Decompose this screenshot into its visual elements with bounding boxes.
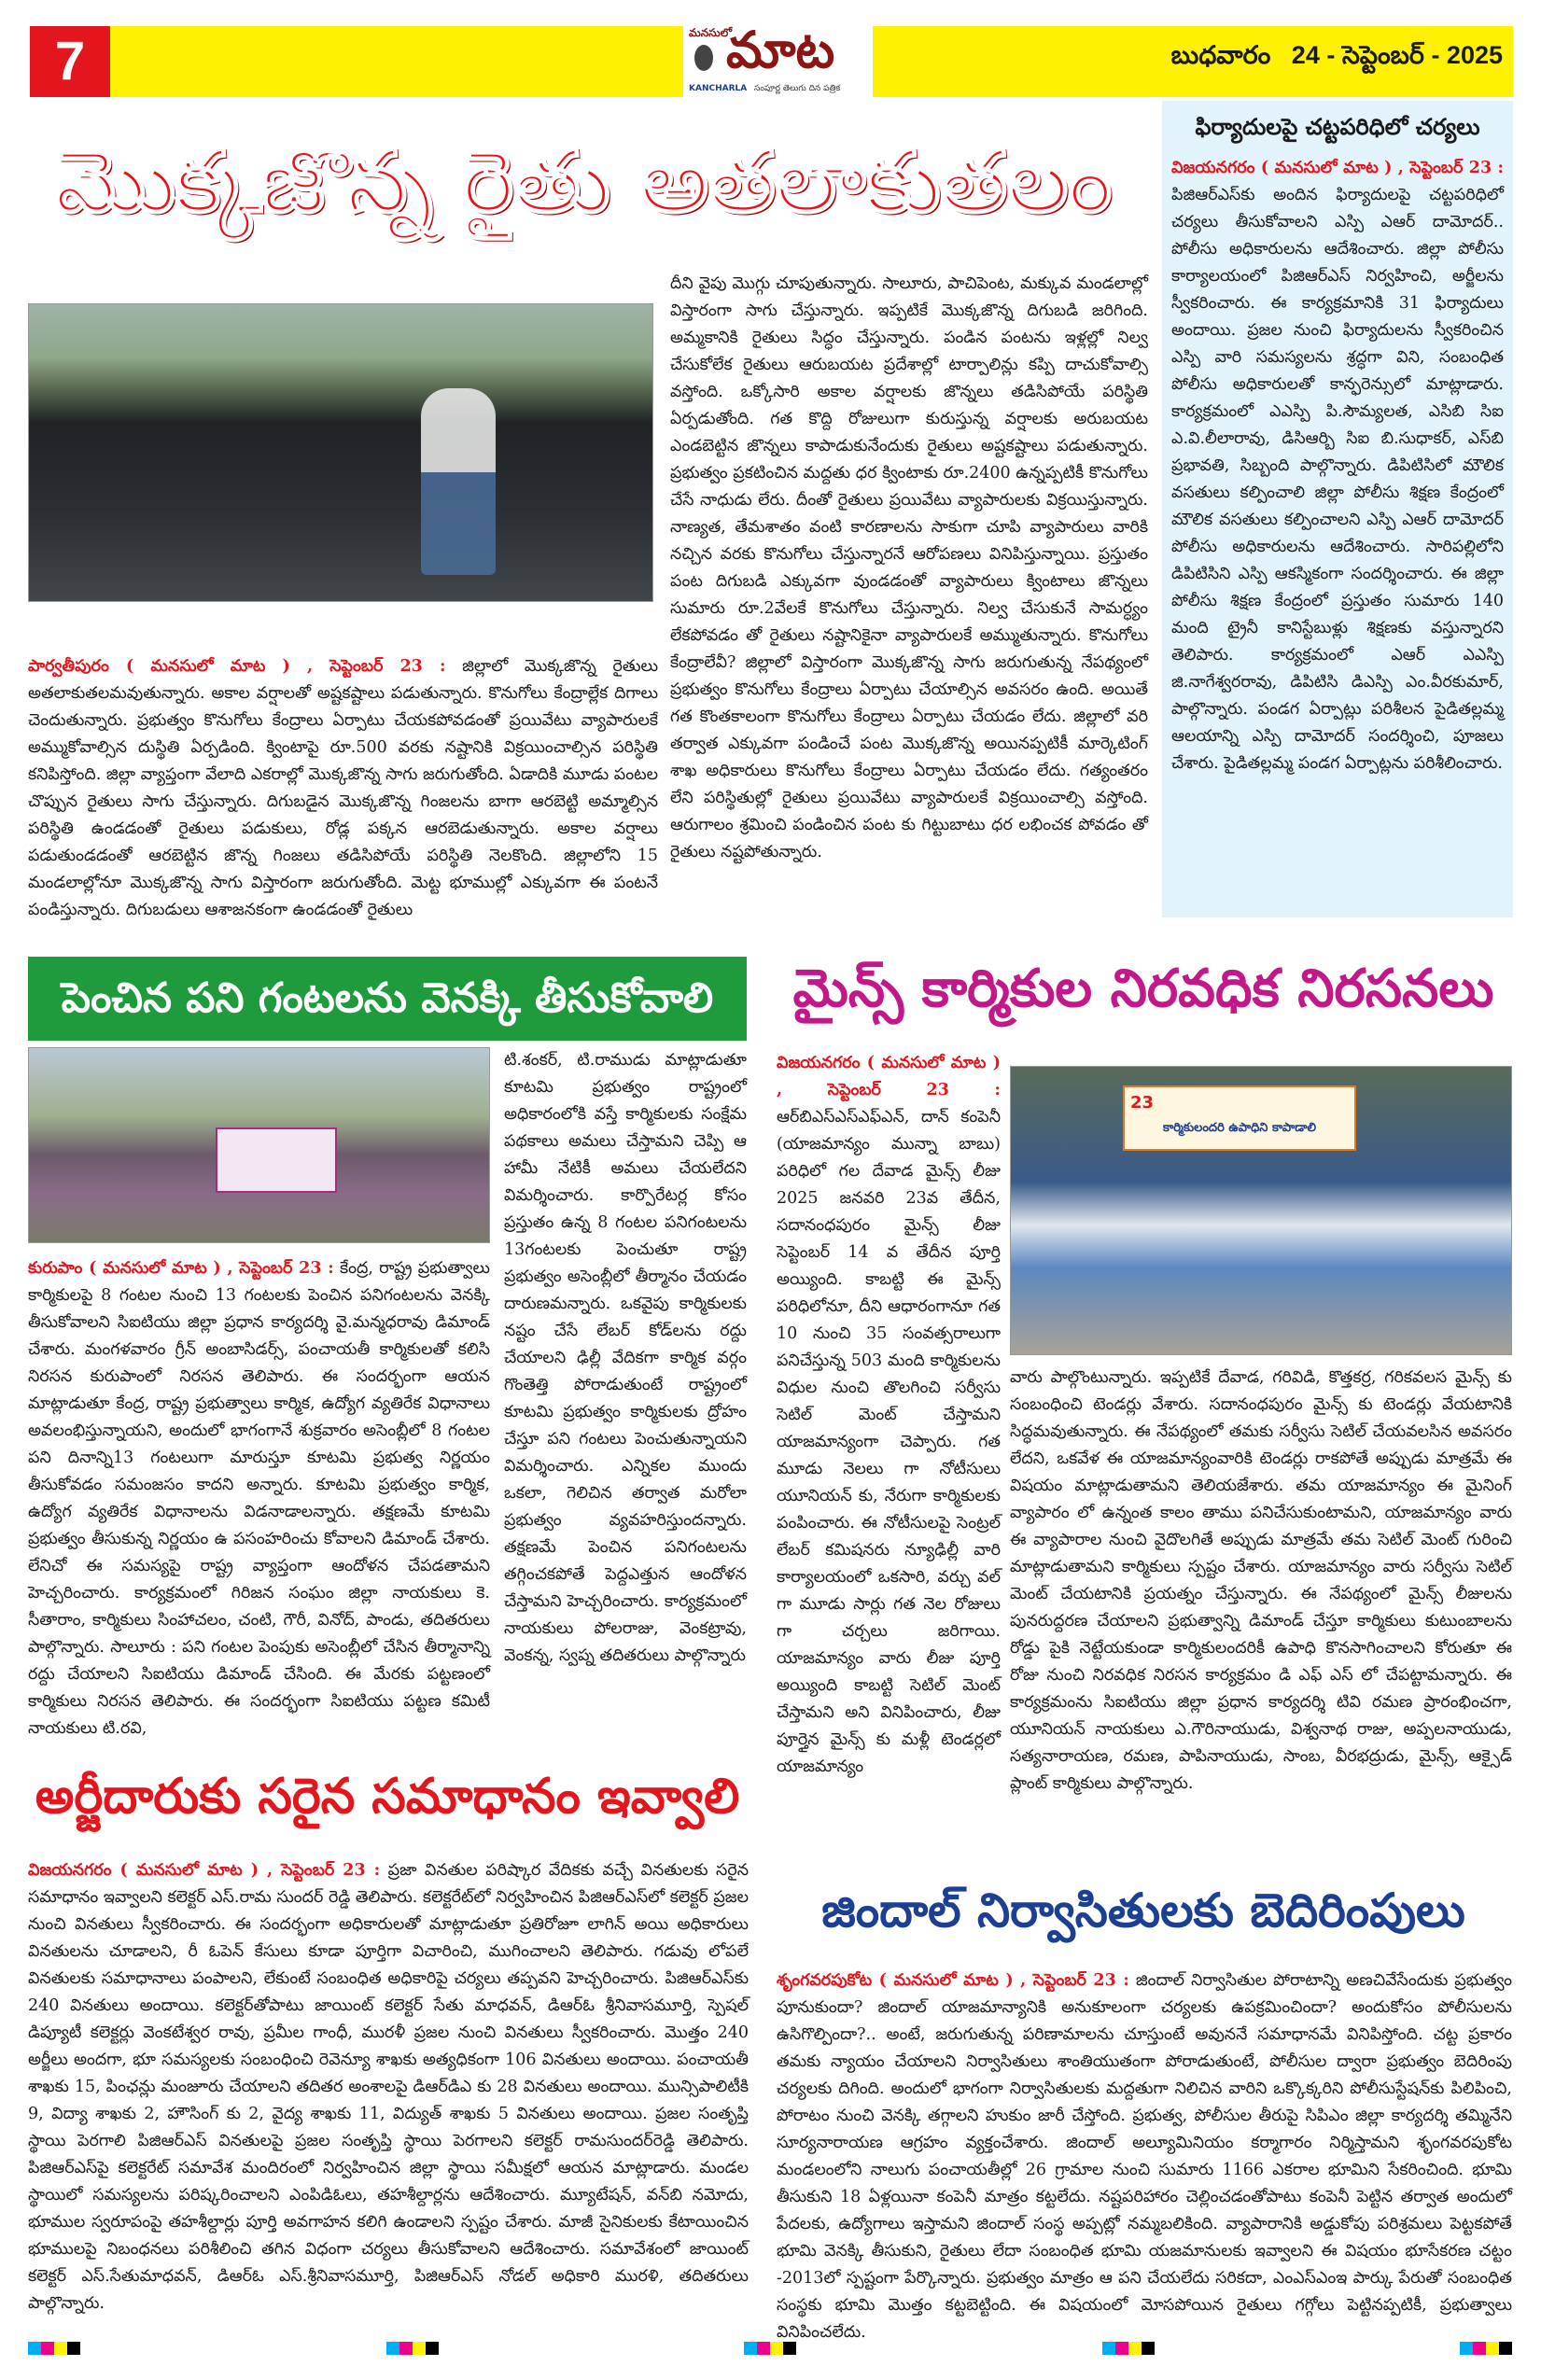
article3-dateline: విజయనగరం ( మనసులో మాట ) , సెప్టెంబర్ 23 : — [777, 1054, 1001, 1099]
logo-portrait-icon — [694, 45, 713, 71]
article2-dateline: కురుపాం ( మనసులో మాట ) , సెప్టెంబర్ 23 : — [28, 1259, 334, 1278]
article2-body-left — [28, 1255, 490, 1745]
sidebar-dateline: విజయనగరం ( మనసులో మాట ) , సెప్టెంబర్ 23 : — [1171, 159, 1504, 177]
article1-body-right: దీని వైపు మొగ్గు చూపుతున్నారు. సాలూరు, పాచిపెంట, మక్కువ మండలాల్లో విస్తారంగా సాగు చేస్తున్నారు. ఇప్పటికే మొక్కజొన్న దిగుబడి జరిగింది. అమ్మకానికి రైతులు సిద్ధం చేస్తున్నారు. పండిన పంటను ఇళ్లల్లో నిల్వ చేసుకోలేక రైతులు ఆరుబయట ప్రదేశాల్లో టార్పాలిన్లు కప్పి దాచుకోవాల్సి వస్తోంది. ఒక్కోసారి అకాల వర్షాలకు జొన్నలు తడిసిపోయే పరిస్థితి ఏర్పడుతోంది. గత కొద్ది రోజులుగా కురుస్తున్న వర్షాలకు అరుబయట ఎండబెట్టిన జొన్నలు కాపాడుకునేందుకు రైతులు అష్టకష్టాలు పడుతున్నారు. ప్రభుత్వం ప్రకటించిన మద్దతు ధర క్వింటాకు రూ.2400 ఉన్నప్పటికీ కొనుగోలు చేసే నాధుడు లేరు. దీంతో రైతులు ప్రయివేటు వ్యాపారులకు విక్రయిస్తున్నారు. నాణ్యత, తేమశాతం వంటి కారణాలను సాకుగా చూపి వ్యాపారులు వారికి నచ్చిన వరకు కొనుగోలు చేస్తున్నారనే ఆరోపణలు వినిపిస్తున్నాయి. ప్రస్తుతం పంట దిగుబడి ఎక్కువగా వుండడంతో వ్యాపారులు క్వింటాలు జొన్నలు సుమారు రూ.2వేలకే కొనుగోలు చేస్తున్నారు. నిల్వ చేసుకునే సామర్ధ్యం లేకపోవడం తో రైతులు నష్టానికైనా వ్యాపారులకే అమ్ముతున్నారు. కొనుగోలు కేంద్రాలేవీ? జిల్లాలో విస్తారంగా మొక్కజొన్న సాగు జరుగుతున్న నేపథ్యంలో ప్రభుత్వం కొనుగోలు కేంద్రాలు ఏర్పాటు చేయాల్సిన అవసరం ఉంది. అయితే గత కొంతకాలంగా కొనుగోలు కేంద్రాలు ఏర్పాటు చేయడం లేదు. జిల్లాలో వరి తర్వాత ఎక్కువగా పండించే పంట మొక్కజొన్న అయినప్పటికీ మార్కెటింగ్ శాఖ అధికారులు కొనుగోలు కేంద్రాలు ఏర్పాటు చేయడం లేదు. గత్యంతరం లేని పరిస్థితుల్లో రైతులు ప్రయివేటు వ్యాపారులకే విక్రయించాల్సి వస్తోంది. ఆరుగాలం శ్రమించి పండించిన పంట కు గిట్టుబాటు ధర లభించక పోవడం తో రైతులు నష్టపోతున్నారు. — [670, 274, 1148, 861]
logo-sub: KANCHARLA — [689, 84, 748, 93]
article1-dateline: పార్వతీపురం ( మనసులో మాట ) , సెప్టెంబర్ 23 : — [28, 657, 446, 676]
masthead-bar-left — [30, 26, 683, 97]
article3-text-left: ఆర్‌బిఎస్‌ఎస్‌ఎఫ్‌ఎన్, దాన్ కంపెనీ (యాజమాన్యం మున్నా బాబు) పరిధిలో గల దేవాడ మైన్స్ లీజు 2025 జనవరి 23వ తేదీన, సదానంధపురం మైన్స్ లీజు సెప్టెంబర్ 14 వ తేదీన పూర్తి అయ్యింది. కాబట్టి ఈ మైన్స్ పరిధిలోనూ, దీని ఆధారంగానూ గత 10 నుంచి 35 సంవత్సరాలుగా పనిచేస్తున్న 503 మంది కార్మికులను విధుల నుంచి తొలగించి సర్వీసు సెటిల్ మెంట్ చేస్తామని యాజమాన్యంగా చెప్పారు. గత మూడు నెలలు గా నోటీసులు యూనియన్ కు, నేరుగా కార్మికులకు పంపించారు. ఈ నోటీసులపై సెంట్రల్ లేబర్ కమిషనరు న్యూఢిల్లీ వారి కార్యాలయంలో ఒకసారి, వర్చు వల్ గా మూడు సార్లు గత నెల రోజులు గా చర్చలు జరిగాయి. యాజమాన్యం వారు లీజు పూర్తి అయ్యింది కాబట్టి సెటిల్ మెంట్ చేస్తామని అని వినిపించారు, లీజు పూర్తైన మైన్స్ కు మళ్లీ టెండర్లలో యాజమాన్యం — [777, 1108, 1001, 1776]
article4-body — [28, 1857, 749, 2329]
article1-headline: మొక్కజొన్న రైతు అతలాకుతలం — [54, 132, 1113, 231]
logo-small: మనసులో — [689, 26, 733, 39]
photo-banner — [1123, 1085, 1356, 1151]
issue-date: బుధవారం 24 - సెప్టెంబర్ - 2025 — [1170, 41, 1503, 69]
sidebar-headline: ఫిర్యాదులపై చట్టపరిధిలో చర్యలు — [1195, 114, 1480, 140]
sidebar-body — [1171, 155, 1504, 902]
registration-mark — [1102, 2341, 1155, 2359]
photo-banner-text: కార్మికులందరి ఉపాధిని కాపాడాలి — [1162, 1121, 1317, 1135]
article4-text: ప్రజా వినతుల పరిష్కార వేదికకు వచ్చే వినతులకు సరైన సమాధానం ఇవ్వాలని కలెక్టర్ ఎస్.రామ సుందర్ రెడ్డి తెలిపారు. కలెక్టరేట్‌లో నిర్వహించిన పిజిఆర్ఎస్‌లో కలెక్టర్ ప్రజల నుంచి వినతులు స్వీకరించారు. ఈ సందర్భంగా అధికారులతో మాట్లాడుతూ ప్రతిరోజూ లాగిన్ అయి అధికారులు వినతులను చూడాలని, రీ ఓపెన్ కేసులు కూడా పూర్తిగా విచారించి, ముగించాలని తెలిపారు. గడువు లోపలే వినతులకు సమాధానాలు పంపాలని, లేకుంటే సంబంధిత అధికారిపై చర్యలు తప్పవని హెచ్చరించారు. పిజిఆర్ఎస్‌కు 240 వినతులు అందాయి. కలెక్టర్‌తోపాటు జాయింట్ కలెక్టర్ సేతు మాధవన్, డిఆర్ఓ శ్రీనివాసమూర్తి, స్పెషల్ డిప్యూటీ కలెక్టర్లు వెంకటేశ్వర రావు, ప్రమీల గాంధీ, మురళీ ప్రజల నుంచి వినతులు స్వీకరించారు. మొత్తం 240 అర్జీలు అందగా, భూ సమస్యలకు సంబంధించి రెవెన్యూ శాఖకు అత్యధికంగా 106 వినతులు అందాయి. పంచాయతీ శాఖకు 15, పింఛన్లు మంజూరు చేయాలని తదితర అంశాలపై డిఆర్‌డిఎ కు 28 వినతులు అందాయి. మున్సిపాలిటీకి 9, విద్యా శాఖకు 2, హౌసింగ్ కు 2, వైద్య శాఖకు 11, విద్యుత్ శాఖకు 5 వినతులు అందాయి. ప్రజల సంతృప్తి స్థాయి పెరగాలి పిజిఆర్ఎస్ వినతులపై ప్రజల సంతృప్తి స్థాయి పెరగాలని కలెక్టర్ రామసుందర్‌రెడ్డి తెలిపారు. పిజిఆర్ఎస్‌పై కలెక్టరేట్ సమావేశ మందిరంలో నిర్వహించిన జిల్లా స్థాయి సమీక్షలో ఆయన మాట్లాడారు. మండల స్థాయిలో సమస్యలను పరిష్కరించాలని ఎంపిడిఓలు, తహశీల్దార్లను ఆదేశించారు. మ్యూటేషన్, వన్‌బి నమోదు, భూముల స్వరూపంపై తహశీల్దార్లు పూర్తి అవగాహన కలిగి ఉండాలని స్పష్టం చేశారు. మాజీ సైనికులకు కేటాయించిన భూములపై నిబంధనలు పరిశీలించి తగిన విధంగా చర్యలు తీసుకోవాలని ఆదేశించారు. సమావేశంలో జాయింట్ కలెక్టర్ ఎస్.సేతుమాధవన్, డిఆర్ఓ ఎస్.శ్రీనివాసమూర్తి, పిజిఆర్ఎస్ నోడల్ అధికారి మురళి, తదితరులు పాల్గొన్నారు. — [28, 1861, 749, 2313]
page-number: 7 — [30, 26, 110, 97]
logo-tagline: సంపూర్ణ తెలుగు దిన పత్రిక — [754, 84, 841, 93]
article2-body-right: టి.శంకర్, టి.రాముడు మాట్లాడుతూ కూటమి ప్రభుత్వం రాష్ట్రంలో అధికారంలోకి వస్తే కార్మికులకు సంక్షేమ పథకాలు అమలు చేస్తామని చెప్పి ఆ హామీ నేటికీ అమలు చేయలేదని విమర్శించారు. కార్పొరేటర్ల కోసం ప్రస్తుతం ఉన్న 8 గంటల పనిగంటలను 13గంటలకు పెంచుతూ రాష్ట్ర ప్రభుత్వం అసెంబ్లీలో తీర్మానం చేయడం దారుణమన్నారు. ఒకవైపు కార్మికులకు నష్టం చేసే లేబర్ కోడ్‌లను రద్దు చేయాలని ఢిల్లీ వేదికగా కార్మిక వర్గం గొంతెత్తి పోరాడుతుంటే రాష్ట్రంలో కూటమి ప్రభుత్వం కార్మికులకు ద్రోహం చేస్తూ పని గంటలు పెంచుతున్నాయని విమర్శించారు. ఎన్నికల ముందు ఒకలా, గెలిచిన తర్వాత మరోలా ప్రభుత్వం వ్యవహరిస్తుందన్నారు. తక్షణమే పెంచిన పనిగంటలను తగ్గించకపోతే పెద్దఎత్తున ఆందోళన చేస్తామని హెచ్చరించారు. కార్యక్రమంలో నాయకులు పోలరాజు, వెంకట్రావు, వెంకన్న, స్వప్న తదితరులు పాల్గొన్నారు — [504, 1051, 747, 1665]
sidebar-text: పిజిఆర్ఎస్‌కు అందిన ఫిర్యాదులపై చట్టపరిధిలో చర్యలు తీసుకోవాలని ఎస్పి ఎఆర్ దామోదర్.. పోలీసు అధికారులను ఆదేశించారు. జిల్లా పోలీసు కార్యాలయంలో పిజిఆర్ఎస్ నిర్వహించి, అర్జీలను స్వీకరించారు. ఈ కార్యక్రమానికి 31 ఫిర్యాదులు అందాయి. ప్రజల నుంచి ఫిర్యాదులను స్వీకరించిన ఎస్పి వారి సమస్యలను శ్రద్ధగా విని, సంబంధిత పోలీసు అధికారులతో కాన్ఫరెన్సులో మాట్లాడారు. కార్యక్రమంలో ఎఎస్పి పి.సౌమ్యలత, ఎసిబి సిఐ ఎ.వి.లీలారావు, డిసిఆర్బి సిఐ బి.సుధాకర్, ఎస్‌బి ప్రభావతి, సిబ్బంది పాల్గొన్నారు. డిపిటిసిలో మౌలిక వసతులు కల్పించాలి జిల్లా పోలీసు శిక్షణ కేంద్రంలో మౌలిక వసతులు కల్పించాలని ఎస్పి ఎఆర్ దామోదర్ పోలీసు అధికారులను ఆదేశించారు. సారిపల్లిలోని డిపిటిసిని ఎస్పి ఆకస్మికంగా సందర్శించారు. ఈ జిల్లా పోలీసు శిక్షణ కేంద్రంలో ప్రస్తుతం సుమారు 140 మంది ట్రైనీ కానిస్టేబుళ్లు శిక్షణకు వస్తున్నారని తెలిపారు. కార్యక్రమంలో ఎఆర్ ఎఎస్పి జి.నాగేశ్వరరావు, డిపిటిసి డిఎస్పి ఎం.వీరకుమార్, పాల్గొన్నారు. పండగ ఏర్పాట్లు పరిశీలన పైడితల్లమ్మ ఆలయాన్ని ఎస్పి దామోదర్ సందర్శించి, పూజలు చేశారు. పైడితల్లమ్మ పండగ ఏర్పాట్లను పరిశీలించారు. — [1171, 186, 1504, 773]
article1-text-left: జిల్లాలో మొక్కజొన్న రైతులు అతలాకుతలమవుతున్నారు. అకాల వర్షాలతో అష్టకష్టాలు పడుతున్నారు. కొనుగోలు కేంద్రాల్లేక దిగాలు చెందుతున్నారు. ప్రభుత్వం కొనుగోలు కేంద్రాలు ఏర్పాటు చేయకపోవడంతో ప్రయివేటు వ్యాపారులకే అమ్ముకోవాల్సిన దుస్థితి ఏర్పడింది. క్వింటాపై రూ.500 వరకు నష్టానికి విక్రయించాల్సిన పరిస్థితి కనిపిస్తోంది. జిల్లా వ్యాప్తంగా వేలాది ఎకరాల్లో మొక్కజొన్న సాగు జరుగుతోంది. ఏడాదికి మూడు పంటల చొప్పున రైతులు సాగు చేస్తున్నారు. దిగుబడైన మొక్కజొన్న గింజలను బాగా ఆరబెట్టి అమ్మాల్సిన పరిస్థితి ఉండడంతో రైతులు పడుకులు, రోడ్ల పక్కన ఆరబెడుతున్నారు. అకాల వర్షాలు పడుతుండడంతో ఆరబెట్టిన జొన్న గింజలు తడిసిపోయే పరిస్థితి నెలకొంది. జిల్లాలోని 15 మండలాల్లోనూ మొక్కజొన్న సాగు విస్తారంగా జరుగుతోంది. మెట్ట భూముల్లో ఎక్కువగా ఈ పంటనే పండిస్తున్నారు. దిగుబడులు ఆశాజనకంగా ఉండడంతో రైతులు — [28, 657, 658, 919]
article3-body-right: వారు పాల్గొంటున్నారు. ఇప్పటికే దేవాడ, గరివిడి, కొత్తకర్ర, గరికవలస మైన్స్ కు సంబంధించి టెండర్లు వేశారు. సదానంధపురం మైన్స్ కు టెండర్లు వేయటానికి సిద్ధమవుతున్నారు. ఈ నేపథ్యంలో తమకు సర్వీసు సెటిల్ చేయవలసిన అవసరం లేదని, ఒకవేళ ఈ యాజమాన్యంవారికి టెండర్లు రాకపోతే అప్పుడు మాత్రమే ఈ విషయం మాట్లాడుతామని తెలియజేశారు. తమ యాజమాన్యం ఈ మైనింగ్ వ్యాపారం లో ఉన్నంత కాలం తాము పనిచేసుకుంటామని, యాజమాన్యం వారు ఈ వ్యాపారాల నుంచి వైదొలగితే అప్పుడు మాత్రమే తమ సెటిల్ మెంట్ గురించి మాట్లాడుతామని కార్మికులు స్పష్టం చేశారు. యాజమాన్యం వారు సర్వీసు సెటిల్ మెంట్ చేయటానికి ప్రయత్నం చేస్తున్నారు. ఈ నేపథ్యంలో మైన్స్ లీజులను పునరుద్దరణ చేయాలని ప్రభుత్వాన్ని డిమాండ్ చేస్తూ కార్మికులు కుటుంబాలను రోడ్డు పైకి నెట్టేయకుండా కార్మికులందరికీ ఉపాధి కొనసాగించాలని కోరుతూ ఈ రోజు నుంచి నిరవధిక నిరసన కార్యక్రమం డి ఎఫ్ ఎస్ లో చేపట్టామన్నారు. ఈ కార్యక్రమంను సిఐటియు జిల్లా ప్రధాన కార్యదర్శి టివి రమణ ప్రారంభించగా, యూనియన్ నాయకులు ఎ.గౌరినాయుడు, విశ్వనాథ రాజు, అప్పలనాయుడు, సత్యనారాయణ, రమణ, పాపినాయుడు, సాంబ, వీరభద్రుడు, మైన్స్, ఆక్సైడ్ ప్లాంట్ కార్మికులు పాల్గొన్నారు. — [1010, 1368, 1512, 1793]
article3-body-left — [777, 1050, 1001, 1839]
protest-banner — [216, 1127, 337, 1193]
registration-mark — [28, 2341, 80, 2359]
article4-headline: అర్జీదారుకు సరైన సమాధానం ఇవ్వాలి — [35, 1769, 740, 1825]
logo — [689, 21, 870, 99]
registration-mark — [744, 2341, 796, 2359]
article2-photo-protest — [28, 1047, 490, 1243]
article3-photo-mine-workers — [1010, 1066, 1512, 1355]
article1-photo-farmer-tarpaulin — [28, 303, 653, 602]
article5-headline: జిందాల్ నిర్వాసితులకు బెదిరింపులు — [821, 1883, 1465, 1938]
photo-banner-day: 23 — [1130, 1093, 1155, 1113]
article5-body — [777, 1967, 1512, 2342]
article5-text: జిందాల్ నిర్వాసితుల పోరాటాన్ని అణచివేసేందుకు ప్రభుత్వం పూనుకుందా? జిందాల్ యాజమాన్యానికి అనుకూలంగా చర్యలకు ఉపక్రమించిందా? అందుకోసం పోలీసులను ఉసిగొల్పిందా?.. అంటే, జరుగుతున్న పరిణామాలను చూస్తుంటే అవుననే సమాధానమే వినిపిస్తోంది. చట్ట ప్రకారం తమకు న్యాయం చేయాలని నిర్వాసితులు శాంతియుతంగా పోరాడుతుంటే, పోలీసుల ద్వారా ప్రభుత్వం బెదిరింపు చర్యలకు దిగింది. అందులో భాగంగా నిర్వాసితులకు మద్దతుగా నిలిచిన వారిని ఒక్కొక్కరిని పోలీసుస్టేషన్‌కు పిలిపించి, పోరాటం నుంచి వెనక్కి తగ్గాలని హుకుం జారీ చేస్తోంది. ప్రభుత్వ, పోలీసుల తీరుపై సిపిఎం జిల్లా కార్యదర్శి తమ్మినేని సూర్యనారాయణ ఆగ్రహం వ్యక్తంచేశారు. జిందాల్ అల్యూమినియం కర్మాగారం నిర్మిస్తామని శృంగవరపుకోట మండలంలోని నాలుగు పంచాయతీల్లో 26 గ్రామాల నుంచి సుమారు 1166 ఎకరాల భూమిని సేకరించింది. భూమి తీసుకుని 18 ఏళ్లయినా కంపెనీ మాత్రం కట్టలేదు. నష్టపరిహారం చెల్లించడంతోపాటు కంపెనీ పెట్టిన తర్వాత అందులో పేదలకు, ఉద్యోగాలు ఇస్తామని జిందాల్ సంస్థ అప్పట్లో నమ్మబలికింది. వ్యాపారానికి అడ్డుకోపు పరిశ్రమలు పెట్టకపోతే భూమి వెనక్కి తీసుకుని, రైతులు లేదా సంబంధిత భూమి యజమానులకు ఇవ్వాలని ఈ విషయం భూసేకరణ చట్టం -2013లో స్పష్టంగా పేర్కొన్నారు. ప్రభుత్వం మాత్రం ఆ పని చేయలేదు సరికదా, ఎంఎస్ఎంఇ పార్కు పేరుతో సంబంధిత సంస్థకు భూమి మొత్తం కట్టబెట్టింది. ఈ విషయంలో మోసపోయిన రైతులు గగ్గోలు పెట్టినప్పటికీ, ప్రభుత్వాలు వినిపించలేదు. — [777, 1971, 1512, 2342]
article5-dateline: శృంగవరపుకోట ( మనసులో మాట ) , సెప్టెంబర్ 23 : — [777, 1971, 1129, 1990]
registration-mark — [1460, 2341, 1512, 2359]
farmer-figure — [421, 388, 496, 575]
article1-body-left — [28, 653, 658, 924]
sidebar-box — [1162, 101, 1513, 917]
article3-headline: మైన్స్ కార్మికుల నిరవధిక నిరసనలు — [792, 959, 1494, 1019]
logo-main: మాట — [726, 21, 835, 79]
article4-dateline: విజయనగరం ( మనసులో మాట ) , సెప్టెంబర్ 23 : — [28, 1861, 381, 1880]
article2-text-left: కేంద్ర, రాష్ట్ర ప్రభుత్వాలు కార్మికులపై 8 గంటల నుంచి 13 గంటలకు పెంచిన పనిగంటలను వెనక్కి తీసుకోవాలని సిఐటియు జిల్లా ప్రధాన కార్యదర్శి వై.మన్మధరావు డిమాండ్ చేశారు. మంగళవారం గ్రీన్ అంబాసిడర్స్, పంచాయతీ కార్మికులతో కలిసి నిరసన కురుపాంలో నిరసన తెలిపారు. ఈ సందర్భంగా ఆయన మాట్లాడుతూ కేంద్ర, రాష్ట్ర ప్రభుత్వాలు కార్మిక, ఉద్యోగ వ్యతిరేక విధానాలు అవలంభిస్తున్నాయని, అందులో భాగంగానే శుక్రవారం అసెంబ్లీలో 8 గంటల పని దినాన్ని13 గంటలుగా మారుస్తూ కూటమి ప్రభుత్వ నిర్ణయం తీసుకోవడం సమంజసం కాదని అన్నారు. కూటమి ప్రభుత్వం కార్మిక, ఉద్యోగ వ్యతిరేక విధానాలను విడనాడాలన్నారు. తక్షణమే కూటమి ప్రభుత్వం తీసుకున్న నిర్ణయం ఉ పసంహరించు కోవాలని డిమాండ్ చేశారు. లేనిచో ఈ సమస్యపై రాష్ట్ర వ్యాప్తంగా ఆందోళన చేపడతామని హెచ్చరించారు. కార్యక్రమంలో గిరిజన సంఘం జిల్లా నాయకులు కె. సీతారాం, కార్మికులు సింహాచలం, చంటి, గౌరీ, వినోద్, పాండు, తదితరులు పాల్గొన్నారు. సాలూరు : పని గంటల పెంపుకు అసెంబ్లీలో చేసిన తీర్మానాన్ని రద్దు చేయాలని సిఐటియు డిమాండ్ చేసింది. ఈ మేరకు పట్టణంలో కార్మికులు నిరసన తెలిపారు. ఈ సందర్భంగా సిఐటియు పట్టణ కమిటీ నాయకులు టి.రవి, — [28, 1259, 490, 1738]
registration-marks — [28, 2341, 1512, 2359]
registration-mark — [386, 2341, 439, 2359]
article2-headline: పెంచిన పని గంటలను వెనక్కి తీసుకోవాలి — [28, 957, 747, 1041]
